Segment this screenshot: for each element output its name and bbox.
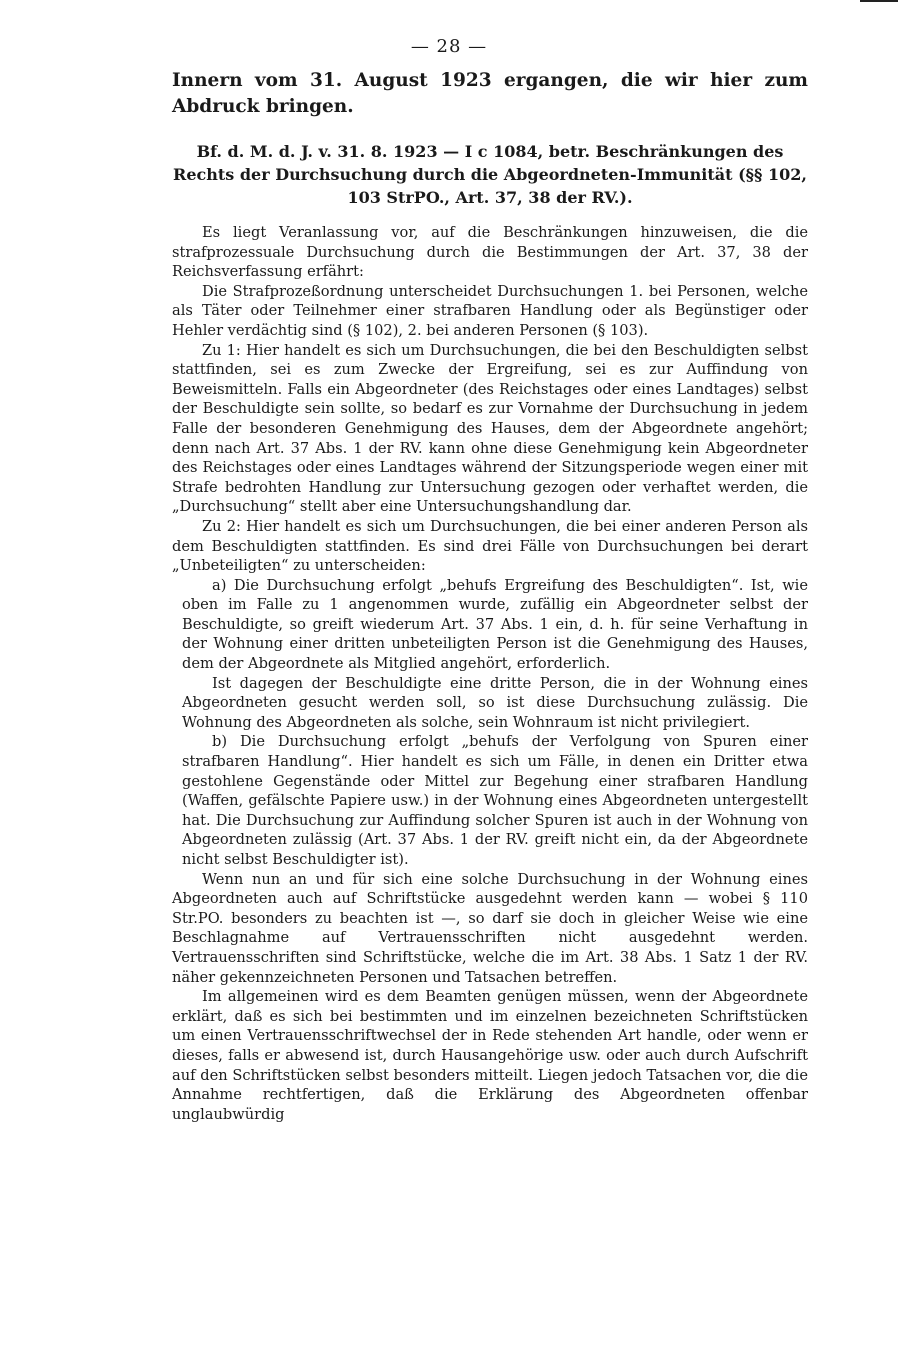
paragraph-case-a-continued: Ist dagegen der Beschuldigte eine dritte Person, die in der Wohnung eines Abgeordneten gesucht werden soll, so ist diese Durchsuchung zulässig. Die Wohnung des Abgeordneten als solche, sein Wohnraum ist nicht privilegiert. [182, 674, 808, 731]
paragraph-case-b: b) Die Durchsuchung erfolgt „behufs der Verfolgung von Spuren einer strafbaren Handlung“. Hier handelt es sich um Fälle, in denen ein Dritter etwa gestohlene Gegenstände oder Mittel zur Begehung einer strafbaren Handlung (Waffen, gefälschte Papiere usw.) in der Wohnung eines Abgeordneten untergestellt hat. Die Durchsuchung zur Auffindung solcher Spuren ist auch in der Wohnung von Abgeordneten zulässig (Art. 37 Abs. 1 der RV. greift nicht ein, da der Abgeordnete nicht selbst Beschuldigter ist). [182, 733, 808, 868]
paragraph-zu-2: Zu 2: Hier handelt es sich um Durchsuchungen, die bei einer anderen Person als dem Beschuldigten stattfinden. Es sind drei Fälle von Durchsuchungen bei derart „Unbeteiligten“ zu unterscheiden: [172, 517, 808, 575]
page-content [172, 68, 808, 1124]
page-edge-line [860, 0, 898, 2]
page-number: — 28 — [410, 36, 488, 57]
paragraph-erklaerung: Im allgemeinen wird es dem Beamten genügen müssen, wenn der Abgeordnete erklärt, daß es sich bei bestimmten und im einzelnen bezeichneten Schriftstücken um einen Vertrauensschriftwechsel der in Rede stehenden Art handle, oder wenn er dieses, falls er abwesend ist, durch Hausangehörige usw. oder auch durch Aufschrift auf den Schriftstücken selbst besonders mitteilt. Liegen jedoch Tatsachen vor, die die Annahme rechtfertigen, daß die Erklärung des Abgeordneten offenbar unglaubwürdig [172, 988, 808, 1123]
lead-text: Innern vom 31. August 1923 ergangen, die wir hier zum Abdruck bringen. [172, 70, 808, 117]
paragraph-vertrauensschriften: Wenn nun an und für sich eine solche Durchsuchung in der Wohnung eines Abgeordneten auch auf Schriftstücke ausgedehnt werden kann — wobei § 110 Str.PO. besonders zu beachten ist —, so darf sie doch in gleicher Weise wie eine Beschlagnahme auf Vertrauensschriften nicht ausgedehnt werden. Vertrauensschriften sind Schriftstücke, welche die im Art. 38 Abs. 1 Satz 1 der RV. näher gekennzeichneten Personen und Tatsachen betreffen. [172, 870, 808, 986]
paragraph-intro: Es liegt Veranlassung vor, auf die Beschränkungen hinzuweisen, die die strafprozessuale Durchsuchung durch die Bestimmungen der Art. 37, 38 der Reichsverfassung erfährt: [172, 224, 808, 281]
decree-heading: Bf. d. M. d. J. v. 31. 8. 1923 — I c 1084, betr. Beschränkungen des Rechts der Durchsuchung durch die Abgeordneten-Immunität (§§ 102, 103 StrPO., Art. 37, 38 der RV.). [173, 142, 807, 207]
paragraph-strafprozessordnung: Die Strafprozeßordnung unterscheidet Durchsuchungen 1. bei Personen, welche als Täter oder Teilnehmer einer strafbaren Handlung oder als Begünstiger oder Hehler verdächtig sind (§ 102), 2. bei anderen Personen (§ 103). [172, 282, 808, 339]
paragraph-case-a: a) Die Durchsuchung erfolgt „behufs Ergreifung des Beschuldigten“. Ist, wie oben im Falle zu 1 angenommen wurde, zufällig ein Abgeordneter selbst der Beschuldigte, so greift wiederum Art. 37 Abs. 1 ein, d. h. für seine Verhaftung in der Wohnung einer dritten unbeteiligten Person ist die Genehmigung des Hauses, dem der Abgeordnete als Mitglied angehört, erforderlich. [182, 576, 808, 673]
paragraph-zu-1: Zu 1: Hier handelt es sich um Durchsuchungen, die bei den Beschuldigten selbst stattfinden, sei es zum Zwecke der Ergreifung, sei es zur Auffindung von Beweismitteln. Falls ein Abgeordneter (des Reichstages oder eines Landtages) selbst der Beschuldigte sein sollte, so bedarf es zur Vornahme der Durchsuchung in jedem Falle der besonderen Genehmigung des Hauses, dem der Abgeordnete angehört; denn nach Art. 37 Abs. 1 der RV. kann ohne diese Genehmigung kein Abgeordneter des Reichstages oder eines Landtages während der Sitzungsperiode wegen einer mit Strafe bedrohten Handlung zur Untersuchung gezogen oder verhaftet werden, die „Durchsuchung“ stellt aber eine Untersuchungshandlung dar. [172, 341, 808, 516]
